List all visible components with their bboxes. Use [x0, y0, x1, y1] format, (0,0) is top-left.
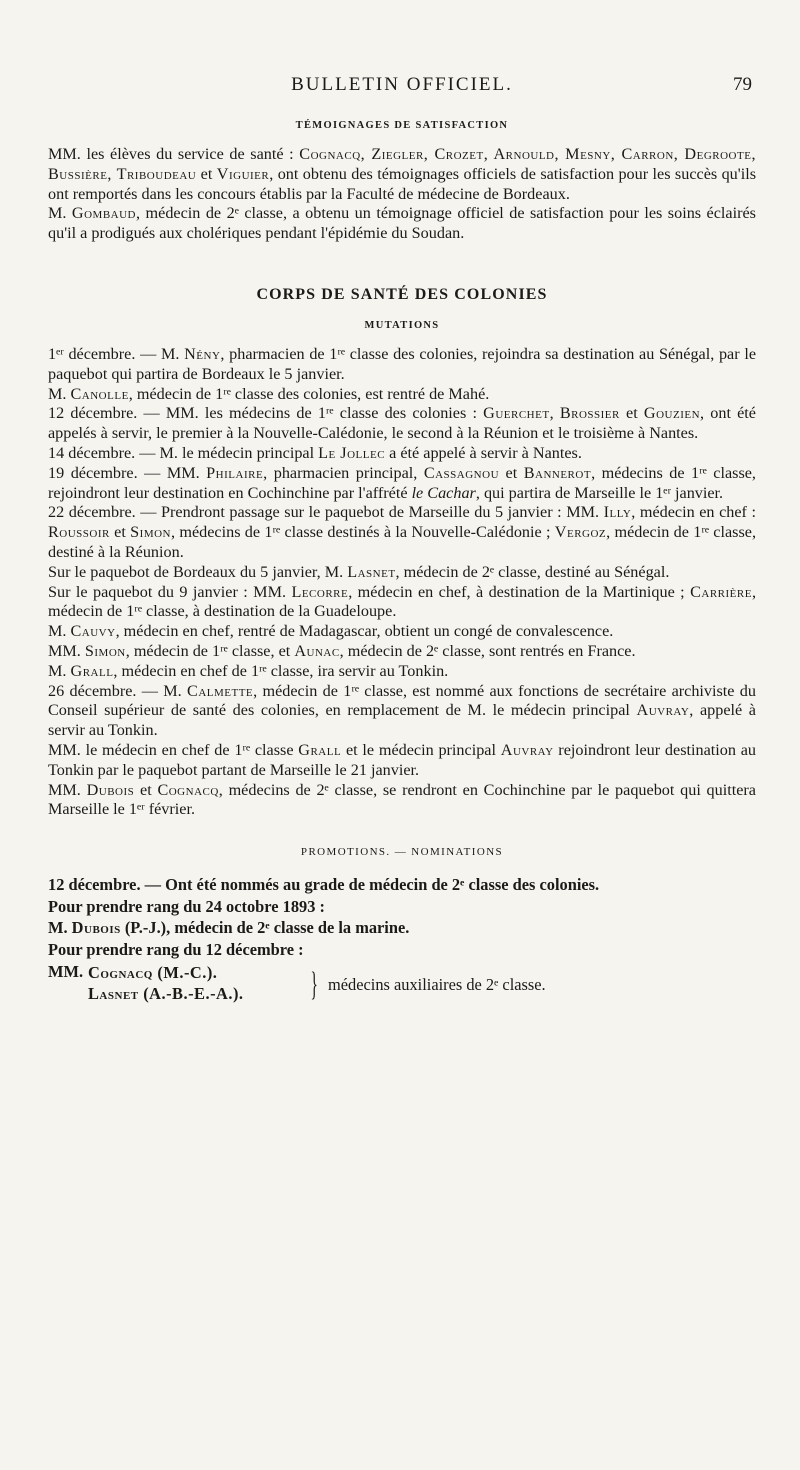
paragraph: 12 décembre. — Ont été nommés au grade de médecin de 2ᵉ classe des colonies. [48, 875, 600, 895]
paragraph: MM. le médecin en chef de 1ʳᵉ classe Grall et le médecin principal Auvray rejoindront leur destination au Tonkin par le paquebot partant de Marseille le 21 janvier. [48, 740, 757, 779]
paragraph: Sur le paquebot du 9 janvier : MM. Lecorre, médecin en chef, à destination de la Martinique ; Carrière, médecin de 1ʳᵉ classe, à destination de la Guadeloupe. [48, 582, 756, 621]
paragraph: M. Dubois (P.-J.), médecin de 2ᵉ classe de la marine. [48, 918, 410, 938]
assist-name: Cognacq (M.-C.). [88, 963, 218, 983]
paragraph: Pour prendre rang du 24 octobre 1893 : [48, 896, 325, 916]
paragraph: 1ᵉʳ décembre. — M. Nény, pharmacien de 1ʳᵉ classe des colonies, rejoindra sa destination au Sénégal, par le paquebot qui partira de Bordeaux le 5 janvier. [48, 344, 757, 383]
page-number: 79 [733, 74, 752, 95]
assist-label: MM. [48, 962, 84, 982]
section-heading-temoignages: TÉMOIGNAGES DE SATISFACTION [295, 120, 509, 131]
paragraph: M. Canolle, médecin de 1ʳᵉ classe des colonies, est rentré de Mahé. [48, 384, 490, 403]
running-title: BULLETIN OFFICIEL. [291, 74, 513, 95]
brace-icon: } [310, 966, 318, 1004]
paragraph: M. Cauvy, médecin en chef, rentré de Madagascar, obtient un congé de convalescence. [48, 622, 614, 641]
paragraph: Pour prendre rang du 12 décembre : [48, 939, 304, 959]
paragraph: M. Grall, médecin en chef de 1ʳᵉ classe, ira servir au Tonkin. [48, 661, 449, 680]
paragraph: MM. Dubois et Cognacq, médecins de 2ᵉ classe, se rendront en Cochinchine par le paquebot qui quittera Marseille le 1ᵉʳ février. [48, 780, 756, 819]
assist-role: médecins auxiliaires de 2ᵉ classe. [328, 975, 546, 995]
running-head [48, 0, 756, 108]
assist-name: Lasnet (A.-B.-E.-A.). [88, 984, 244, 1004]
paragraph: 26 décembre. — M. Calmette, médecin de 1ʳᵉ classe, est nommé aux fonctions de secrétaire archiviste du Conseil supérieur de santé des colonies, en remplacement de M. le médecin principal Auvray, appelé à servir au Tonkin. [48, 681, 756, 740]
paragraph: MM. les élèves du service de santé : Cognacq, Ziegler, Crozet, Arnould, Mesny, Carron, Degroote, Bussière, Triboudeau et Viguier, ont obtenu des témoignages officiels de satisfaction pour les succès qu'ils ont remportés dans les concours établis par la Faculté de médecine de Bordeaux. [48, 145, 756, 203]
paragraph: Sur le paquebot de Bordeaux du 5 janvier, M. Lasnet, médecin de 2ᵉ classe, destiné au Sénégal. [48, 562, 670, 581]
assist-names [88, 962, 244, 1004]
paragraph: MM. Simon, médecin de 1ʳᵉ classe, et Aunac, médecin de 2ᵉ classe, sont rentrés en France. [48, 641, 636, 660]
subsection-heading-mutations: MUTATIONS [364, 319, 440, 331]
section-heading-promotions: PROMOTIONS. — NOMINATIONS [300, 846, 504, 859]
paragraph: 14 décembre. — M. le médecin principal Le Jollec a été appelé à servir à Nantes. [48, 443, 582, 462]
paragraph: M. Gombaud, médecin de 2ᵉ classe, a obtenu un témoignage officiel de satisfaction pour les soins éclairés qu'il a prodigués aux cholériques pendant l'épidémie du Soudan. [48, 204, 756, 243]
paragraph: 19 décembre. — MM. Philaire, pharmacien principal, Cassagnou et Bannerot, médecins de 1ʳᵉ classe, rejoindront leur destination en Cochinchine par l'affrété le Cachar, qui partira de Marseille le 1ᵉʳ janvier. [48, 463, 756, 502]
paragraph: 22 décembre. — Prendront passage sur le paquebot de Marseille du 5 janvier : MM. Illy, médecin en chef : Roussoir et Simon, médecins de 1ʳᵉ classe destinés à la Nouvelle-Calédonie ; Vergoz, médecin de 1ʳᵉ classe, destiné à la Réunion. [48, 503, 756, 561]
paragraph: 12 décembre. — MM. les médecins de 1ʳᵉ classe des colonies : Guerchet, Brossier et Gouzien, ont été appelés à servir, le premier à la Nouvelle-Calédonie, le second à la Réunion et le troisième à Nantes. [48, 404, 756, 443]
auxiliary-doctors-block [48, 962, 756, 1012]
section-heading-corps: CORPS DE SANTÉ DES COLONIES [256, 285, 548, 303]
